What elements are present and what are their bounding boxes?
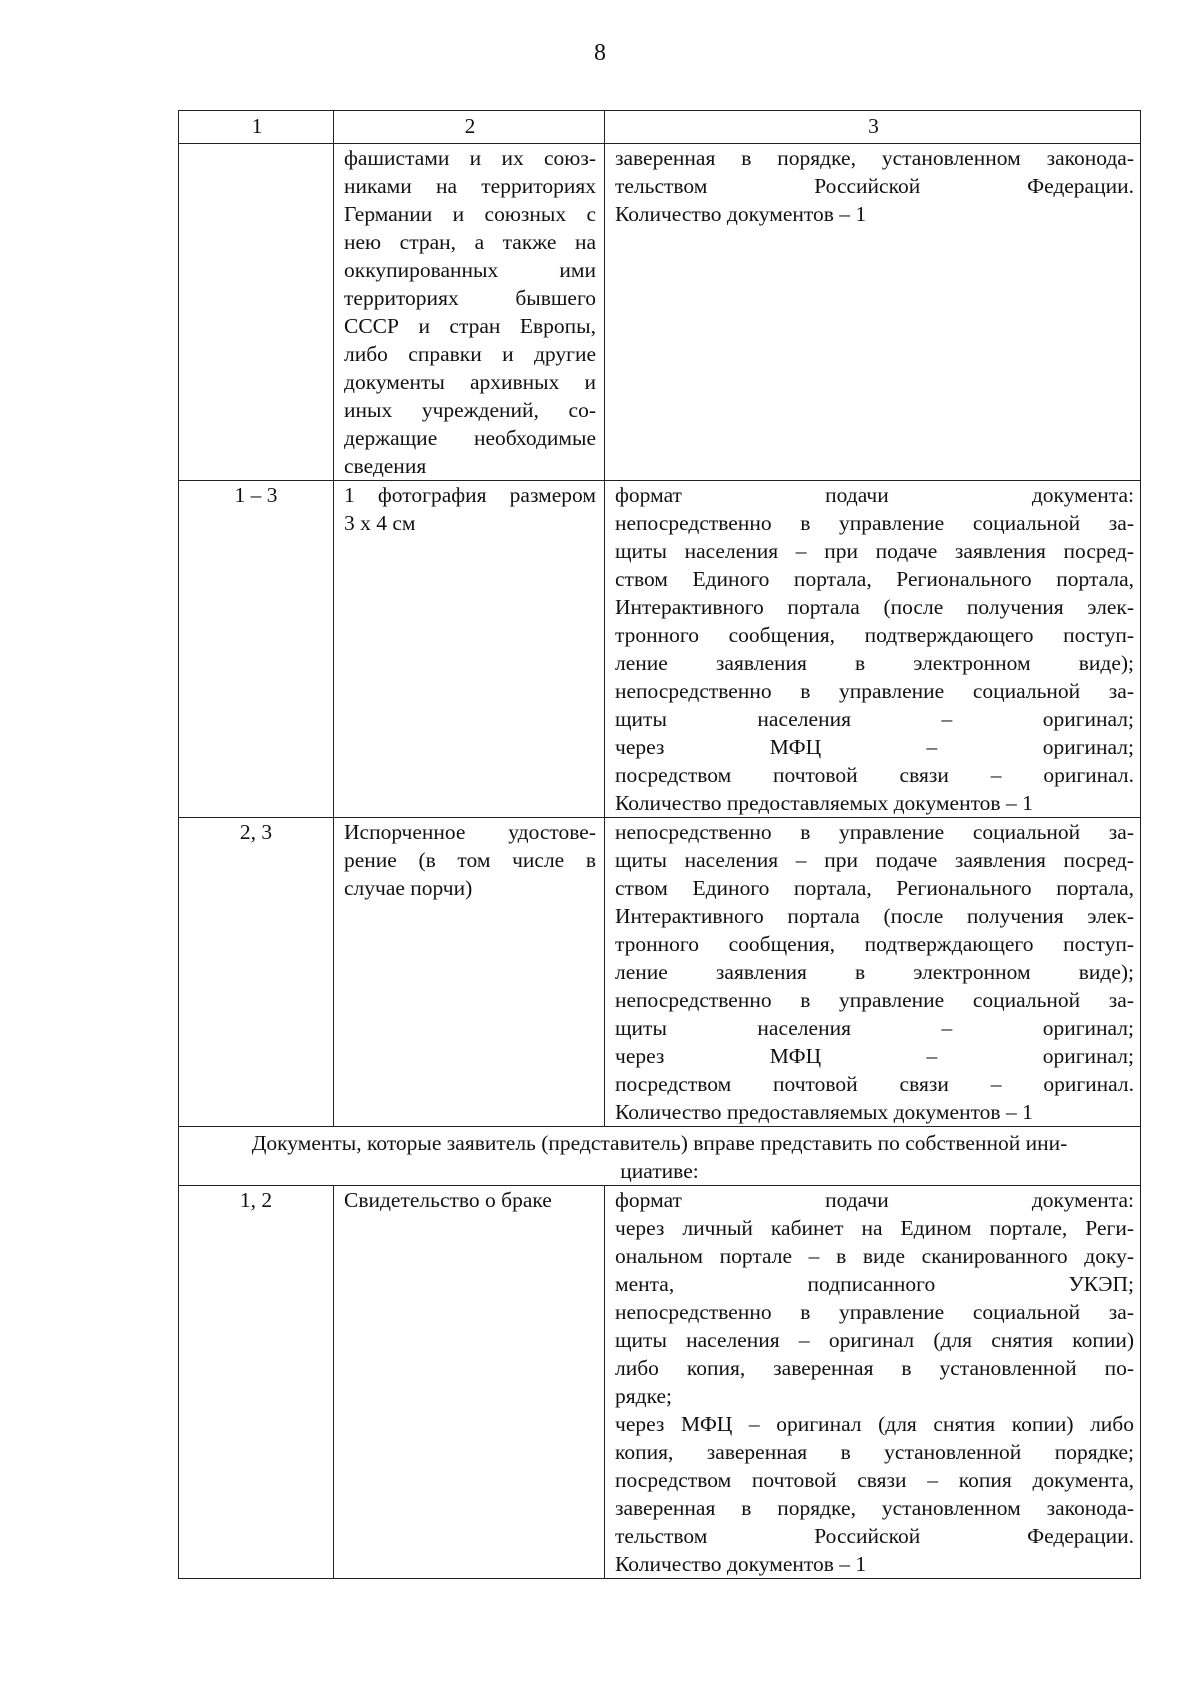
text-line: через МФЦ – оригинал (для снятия копии) либо bbox=[615, 1412, 1134, 1436]
text-line: Свидетельство о браке bbox=[344, 1188, 552, 1212]
row-2-document-requirements bbox=[605, 481, 1141, 818]
text-line: непосредственно в управление социальной за- bbox=[615, 679, 1134, 703]
text-line: иных учреждений, со- bbox=[344, 398, 596, 422]
text-line: СССР и стран Европы, bbox=[344, 314, 596, 338]
text-line: формат подачи документа: bbox=[615, 483, 1134, 507]
text-line: ление заявления в электронном виде); bbox=[615, 960, 1134, 984]
text-line: Количество предоставляемых документов – 1 bbox=[615, 1100, 1033, 1124]
header-col-2: 2 bbox=[334, 111, 605, 144]
text-line: оккупированных ими bbox=[344, 258, 596, 282]
text-line: рядке; bbox=[615, 1384, 673, 1408]
text-line: посредством почтовой связи – копия документа, bbox=[615, 1468, 1134, 1492]
section-heading-row bbox=[179, 1127, 1141, 1186]
text-line: 1 фотография размером bbox=[344, 483, 596, 507]
page-number: 8 bbox=[594, 40, 606, 66]
text-line: щиты населения – оригинал (для снятия копии) bbox=[615, 1328, 1134, 1352]
text-line: рение (в том числе в bbox=[344, 848, 596, 872]
row-2-applicant-category: 1 – 3 bbox=[179, 481, 334, 818]
text-line: никами на территориях bbox=[344, 174, 596, 198]
text-line: Германии и союзных с bbox=[344, 202, 596, 226]
text-line: сведения bbox=[344, 454, 427, 478]
text-line: фашистами и их союз- bbox=[344, 146, 596, 170]
text-line: непосредственно в управление социальной за- bbox=[615, 1300, 1134, 1324]
row-3-applicant-category: 2, 3 bbox=[179, 818, 334, 1127]
text-line: Количество документов – 1 bbox=[615, 202, 867, 226]
text-line: тельством Российской Федерации. bbox=[615, 174, 1134, 198]
text-line: Интерактивного портала (после получения элек- bbox=[615, 595, 1134, 619]
text-line: непосредственно в управление социальной за- bbox=[615, 820, 1134, 844]
row-1-document-name bbox=[334, 144, 605, 481]
row-4-document-requirements bbox=[605, 1186, 1141, 1579]
row-2-document-name bbox=[334, 481, 605, 818]
text-line: ональном портале – в виде сканированного доку- bbox=[615, 1244, 1134, 1268]
table-row bbox=[179, 1186, 1141, 1579]
documents-table bbox=[178, 110, 1141, 1579]
text-line: посредством почтовой связи – оригинал. bbox=[615, 763, 1134, 787]
text-line: копия, заверенная в установленной порядке; bbox=[615, 1440, 1134, 1464]
text-line: либо копия, заверенная в установленной по- bbox=[615, 1356, 1134, 1380]
text-line: документы архивных и bbox=[344, 370, 596, 394]
text-line: Испорченное удостове- bbox=[344, 820, 596, 844]
text-line: Документы, которые заявитель (представитель) вправе представить по собственной ини- bbox=[251, 1131, 1068, 1155]
header-col-1: 1 bbox=[179, 111, 334, 144]
text-line: заверенная в порядке, установленном законода- bbox=[615, 146, 1134, 170]
text-line: через МФЦ – оригинал; bbox=[615, 1044, 1134, 1068]
text-line: посредством почтовой связи – оригинал. bbox=[615, 1072, 1134, 1096]
text-line: ством Единого портала, Регионального портала, bbox=[615, 567, 1134, 591]
table-row bbox=[179, 481, 1141, 818]
header-col-3: 3 bbox=[605, 111, 1141, 144]
text-line: территориях бывшего bbox=[344, 286, 596, 310]
text-line: непосредственно в управление социальной за- bbox=[615, 988, 1134, 1012]
text-line: через МФЦ – оригинал; bbox=[615, 735, 1134, 759]
table-row bbox=[179, 144, 1141, 481]
row-1-applicant-category bbox=[179, 144, 334, 481]
text-line: непосредственно в управление социальной за- bbox=[615, 511, 1134, 535]
text-line: 3 х 4 см bbox=[344, 511, 416, 535]
text-line: щиты населения – при подаче заявления посред- bbox=[615, 848, 1134, 872]
text-line: щиты населения – оригинал; bbox=[615, 1016, 1134, 1040]
row-1-document-requirements bbox=[605, 144, 1141, 481]
text-line: мента, подписанного УКЭП; bbox=[615, 1272, 1134, 1296]
text-line: тельством Российской Федерации. bbox=[615, 1524, 1134, 1548]
text-line: Интерактивного портала (после получения элек- bbox=[615, 904, 1134, 928]
text-line: циативе: bbox=[620, 1159, 699, 1183]
row-3-document-name bbox=[334, 818, 605, 1127]
table-row bbox=[179, 818, 1141, 1127]
row-4-document-name bbox=[334, 1186, 605, 1579]
text-line: щиты населения – оригинал; bbox=[615, 707, 1134, 731]
text-line: ством Единого портала, Регионального портала, bbox=[615, 876, 1134, 900]
row-4-applicant-category: 1, 2 bbox=[179, 1186, 334, 1579]
text-line: держащие необходимые bbox=[344, 426, 596, 450]
text-line: Количество документов – 1 bbox=[615, 1552, 867, 1576]
text-line: щиты населения – при подаче заявления посред- bbox=[615, 539, 1134, 563]
section-heading bbox=[179, 1127, 1141, 1186]
text-line: через личный кабинет на Едином портале, Реги- bbox=[615, 1216, 1134, 1240]
table-header-row bbox=[179, 111, 1141, 144]
text-line: либо справки и другие bbox=[344, 342, 596, 366]
text-line: Количество предоставляемых документов – 1 bbox=[615, 791, 1033, 815]
text-line: тронного сообщения, подтверждающего поступ- bbox=[615, 623, 1134, 647]
text-line: тронного сообщения, подтверждающего поступ- bbox=[615, 932, 1134, 956]
text-line: формат подачи документа: bbox=[615, 1188, 1134, 1212]
text-line: нею стран, а также на bbox=[344, 230, 596, 254]
text-line: случае порчи) bbox=[344, 876, 473, 900]
text-line: ление заявления в электронном виде); bbox=[615, 651, 1134, 675]
row-3-document-requirements bbox=[605, 818, 1141, 1127]
text-line: заверенная в порядке, установленном законода- bbox=[615, 1496, 1134, 1520]
